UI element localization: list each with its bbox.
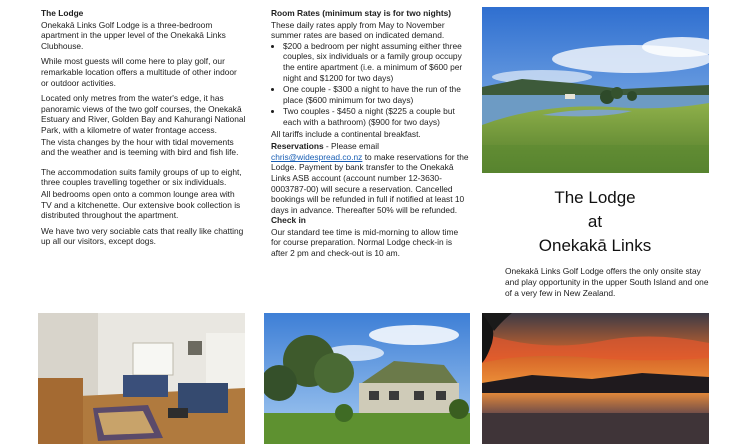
house-photo: [264, 313, 470, 444]
rate-item: • $200 a bedroom per night assuming either three couples, six individuals or a family group occupy the entire apartment (i.e. a minimum of $600 per night and $1200 for two days): [283, 41, 469, 83]
estuary-photo: [482, 7, 709, 173]
lodge-paragraph: The vista changes by the hour with tidal movements and the weather and is teeming with bird and fish life.: [41, 136, 239, 158]
rate-item: • One couple - $300 a night to have the run of the place ($600 minimum for two days): [283, 84, 469, 105]
email-link[interactable]: chris@widespread.co.nz: [271, 151, 363, 162]
lodge-summary: Onekakā Links Golf Lodge offers the only onsite stay and play opportunity in the upper South Island and one of a very few in New Zealand.: [505, 266, 709, 298]
reservations-heading: Reservations: [271, 141, 324, 152]
sunset-photo: [482, 313, 709, 444]
lounge-photo: [38, 313, 245, 444]
title-line: Onekakā Links: [538, 236, 652, 255]
lodge-paragraph: We have two very sociable cats that really like chatting up all our visitors, except dogs.: [41, 225, 244, 247]
rates-intro: These daily rates apply from May to November summer rates are based on indicated demand.: [271, 19, 445, 41]
lodge-description-column: [41, 8, 246, 252]
lodge-paragraph: Located only metres from the water's edge, it has panoramic views of the two golf courses, the Onekakā Estuary and River, Golden Bay and Kahurangi National Park, with a kilometre of water frontage access.: [41, 93, 246, 135]
rate-item: • Two couples - $450 a night ($225 a couple but each with a bathroom) ($900 for two days): [283, 106, 469, 127]
reservations-block: [271, 141, 469, 215]
lodge-paragraph: While most guests will come here to play golf, our remarkable location offers a multitude of other indoor or outdoor activities.: [41, 56, 237, 88]
reservations-text: to make reservations for the Lodge. Payment by bank transfer to the Onekakā Links ASB account (account number 12-3630-0003787-00) will secure a reservation. Cancelled bookings will be refunded in full if notified at least 10 days in advance. Thereafter 50% will be refunded.: [271, 151, 469, 215]
lodge-paragraph: The accommodation suits family groups of up to eight, three couples travelling together or six individuals.: [41, 166, 242, 188]
checkin-text: Our standard tee time is mid-morning to allow time for course preparation. Normal Lodge check-in is after 2 pm and check-out is 10 am.: [271, 226, 459, 259]
title-line: The Lodge: [554, 188, 636, 207]
reservations-lead: - Please email: [323, 141, 379, 152]
tariffs-note: All tariffs include a continental breakfast.: [271, 128, 421, 139]
lodge-paragraph: All bedrooms open onto a common lounge area with TV and a kitchenette. Our extensive book collection is distributed throughout the apartment.: [41, 188, 241, 221]
title-line: at: [587, 212, 603, 231]
lodge-heading: The Lodge: [41, 8, 84, 18]
rates-list: [271, 41, 469, 128]
lodge-paragraph: Onekakā Links Golf Lodge is a three-bedroom apartment in the upper level of the Onekakā Links Clubhouse.: [41, 19, 226, 51]
brochure-title: [497, 186, 693, 258]
rates-heading: Room Rates (minimum stay is for two nights): [271, 8, 452, 18]
rates-column: [271, 8, 469, 259]
checkin-heading: Check in: [271, 215, 306, 226]
